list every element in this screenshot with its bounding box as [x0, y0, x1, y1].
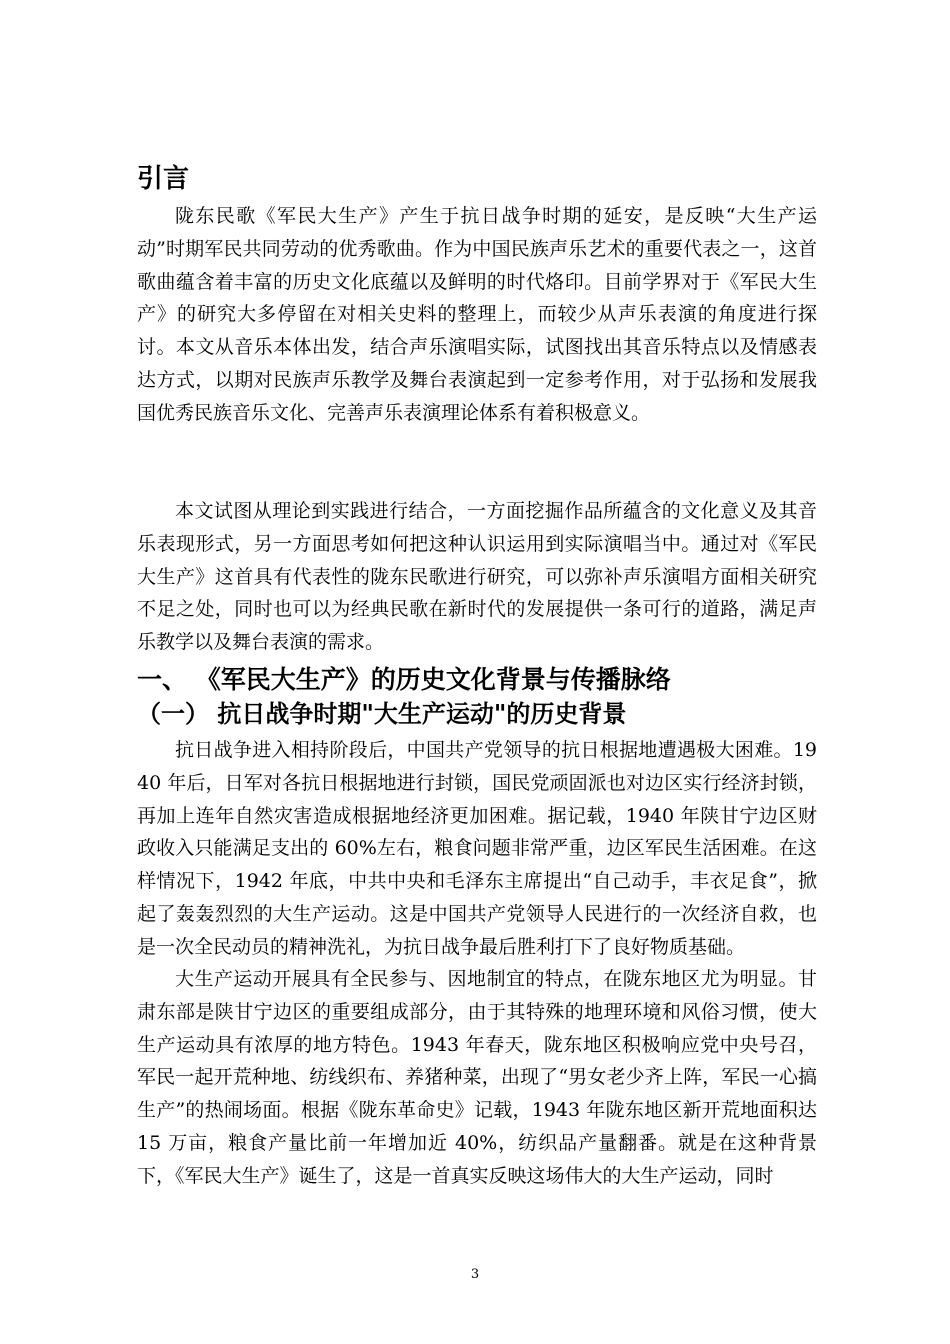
subsection-1-paragraph-2: 大生产运动开展具有全民参与、因地制宜的特点，在陇东地区尤为明显。甘肃东部是陕甘宁边区的重要组成部分，由于其特殊的地理环境和风俗习惯，使大生产运动具有浓厚的地方特色。1943 年春天，陇东地区积极响应党中央号召，军民一起开荒种地、纺线织布、养猪种菜，出现了“男女老少齐上阵，军民一心搞生产”的热闹场面。根据《陇东革命史》记载，1943 年陇东地区新开荒地面积达 15 万亩，粮食产量比前一年增加近 40%，纺织品产量翻番。就是在这种背景下，《军民大生产》诞生了，这是一首真实反映这场伟大的大生产运动，同时 [137, 968, 817, 1187]
subsection-1-paragraph-1: 抗日战争进入相持阶段后，中国共产党领导的抗日根据地遭遇极大困难。1940 年后，日军对各抗日根据地进行封锁，国民党顽固派也对边区实行经济封锁，再加上连年自然灾害造成根据地经济更加困难。据记载，1940 年陕甘宁边区财政收入只能满足支出的 60%左右，粮食问题非常严重，边区军民生活困难。在这样情况下，1942 年底，中共中央和毛泽东主席提出“自己动手，丰衣足食”，掀起了轰轰烈烈的大生产运动。这是中国共产党领导人民进行的一次经济自救，也是一次全民动员的精神洗礼，为抗日战争最后胜利打下了良好物质基础。 [137, 739, 817, 958]
intro-paragraph-2: 本文试图从理论到实践进行结合，一方面挖掘作品所蕴含的文化意义及其音乐表现形式，另一方面思考如何把这种认识运用到实际演唱当中。通过对《军民大生产》这首具有代表性的陇东民歌进行研究，可以弥补声乐演唱方面相关研究不足之处，同时也可以为经典民歌在新时代的发展提供一条可行的道路，满足声乐教学以及舞台表演的需求。 [137, 500, 817, 654]
intro-heading: 引言 [137, 164, 190, 194]
intro-paragraph-1: 陇东民歌《军民大生产》产生于抗日战争时期的延安，是反映“大生产运动”时期军民共同劳动的优秀歌曲。作为中国民族声乐艺术的重要代表之一，这首歌曲蕴含着丰富的历史文化底蕴以及鲜明的时代烙印。目前学界对于《军民大生产》的研究大多停留在对相关史料的整理上，而较少从声乐表演的角度进行探讨。本文从音乐本体出发，结合声乐演唱实际，试图找出其音乐特点以及情感表达方式，以期对民族声乐教学及舞台表演起到一定参考作用，对于弘扬和发展我国优秀民族音乐文化、完善声乐表演理论体系有着积极意义。 [137, 205, 817, 424]
subsection-1-heading: （一） 抗日战争时期"大生产运动"的历史背景 [137, 699, 627, 728]
page-number: 3 [470, 1267, 480, 1282]
section-1-heading: 一、 《军民大生产》的历史文化背景与传播脉络 [137, 665, 671, 694]
